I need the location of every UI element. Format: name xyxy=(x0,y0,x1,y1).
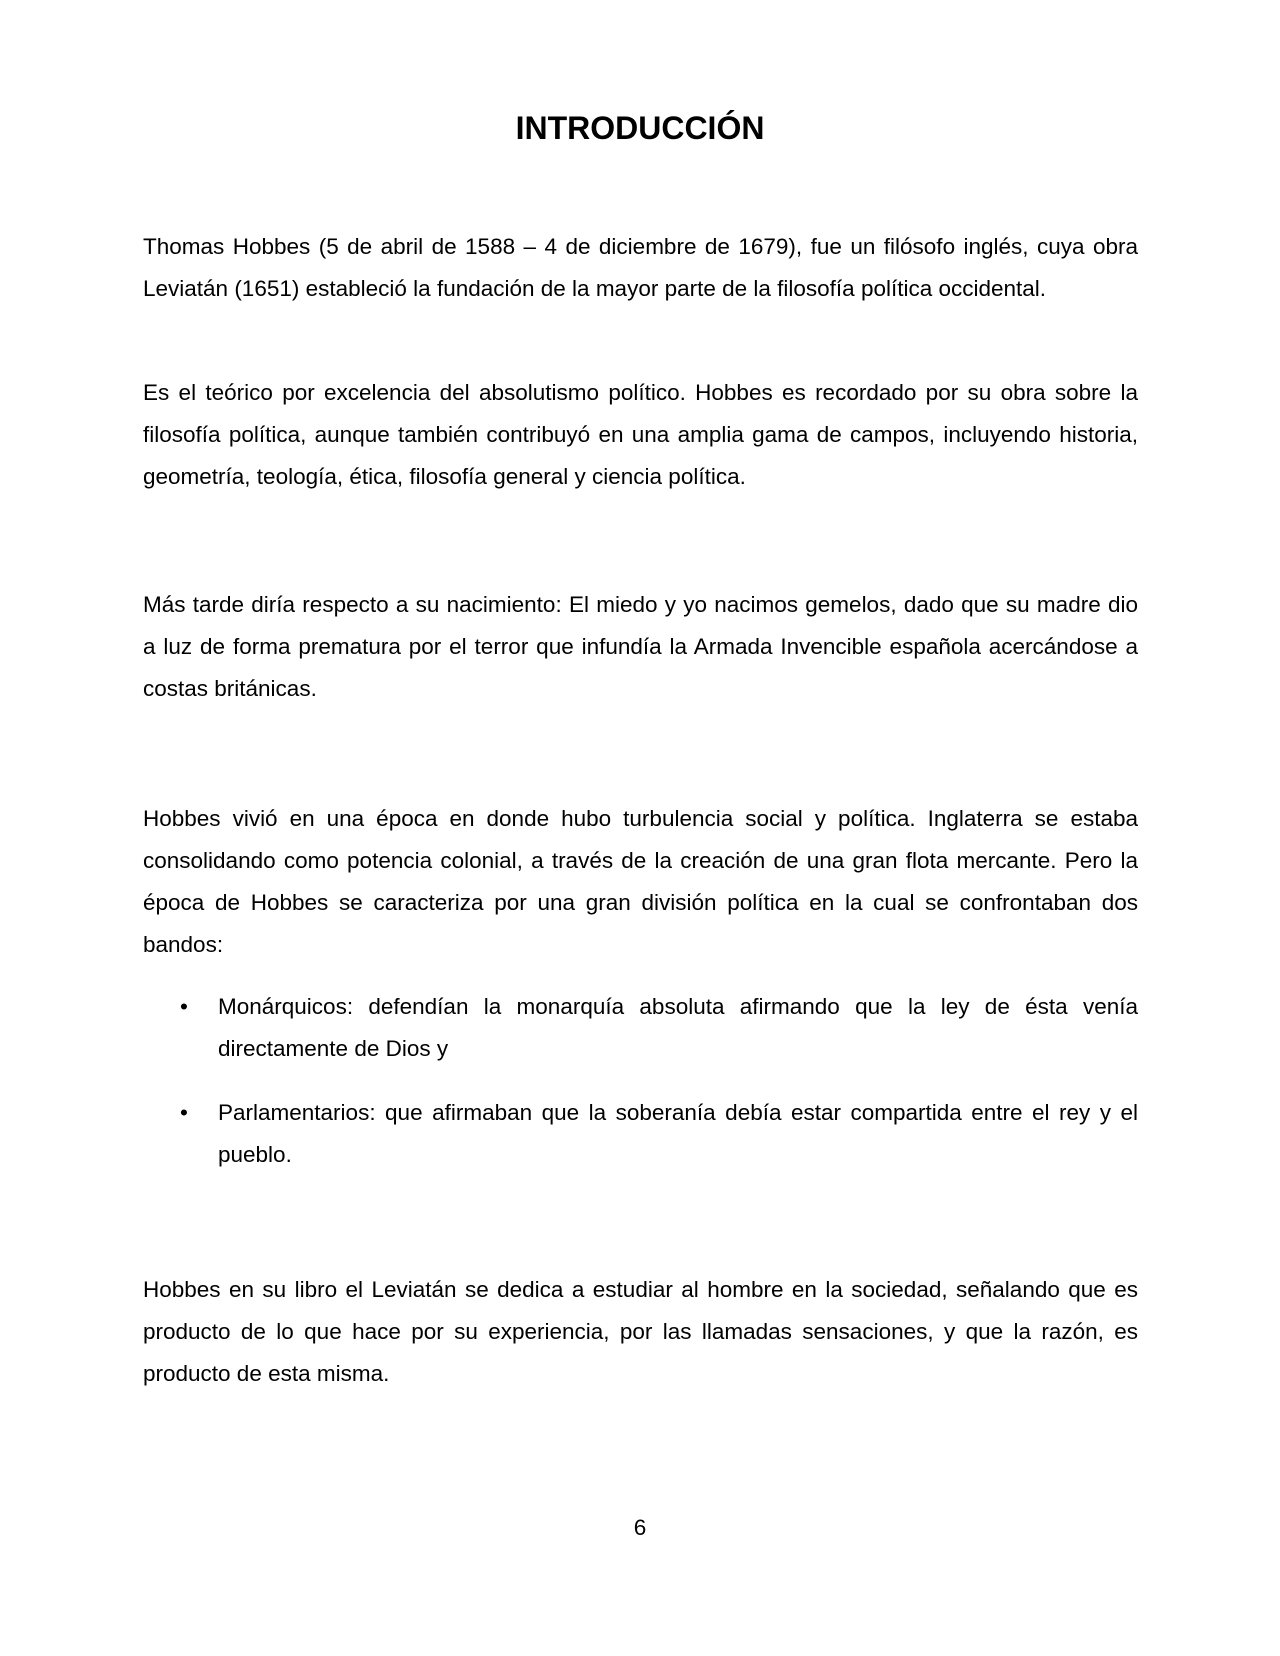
bullet-icon: • xyxy=(180,994,188,1019)
factions-list xyxy=(143,986,1138,1176)
paragraph-epoch: Hobbes vivió en una época en donde hubo turbulencia social y política. Inglaterra se estaba consolidando como potencia colonial, a través de la creación de una gran flota mercante. Pero la época de Hobbes se caracteriza por una gran división política en la cual se confrontaban dos bandos: xyxy=(143,806,1138,957)
list-item xyxy=(143,1092,1138,1176)
list-item-text: Monárquicos: defendían la monarquía absoluta afirmando que la ley de ésta venía directamente de Dios y xyxy=(218,994,1138,1061)
paragraph-hobbes-bio: Thomas Hobbes (5 de abril de 1588 – 4 de diciembre de 1679), fue un filósofo inglés, cuya obra Leviatán (1651) estableció la fundación de la mayor parte de la filosofía política occidental. xyxy=(143,234,1138,301)
page-number: 6 xyxy=(633,1515,647,1540)
paragraph-birth: Más tarde diría respecto a su nacimiento: El miedo y yo nacimos gemelos, dado que su madre dio a luz de forma prematura por el terror que infundía la Armada Invencible española acercándose a costas británicas. xyxy=(143,592,1138,701)
paragraph-leviathan: Hobbes en su libro el Leviatán se dedica a estudiar al hombre en la sociedad, señalando que es producto de lo que hace por su experiencia, por las llamadas sensaciones, y que la razón, es producto de esta misma. xyxy=(143,1277,1138,1386)
bullet-icon: • xyxy=(180,1100,188,1125)
list-item-text: Parlamentarios: que afirmaban que la soberanía debía estar compartida entre el rey y el pueblo. xyxy=(218,1100,1138,1167)
page-title: INTRODUCCIÓN xyxy=(515,110,765,146)
paragraph-absolutism: Es el teórico por excelencia del absolutismo político. Hobbes es recordado por su obra sobre la filosofía política, aunque también contribuyó en una amplia gama de campos, incluyendo historia, geometría, teología, ética, filosofía general y ciencia política. xyxy=(143,380,1138,489)
list-item xyxy=(143,986,1138,1070)
